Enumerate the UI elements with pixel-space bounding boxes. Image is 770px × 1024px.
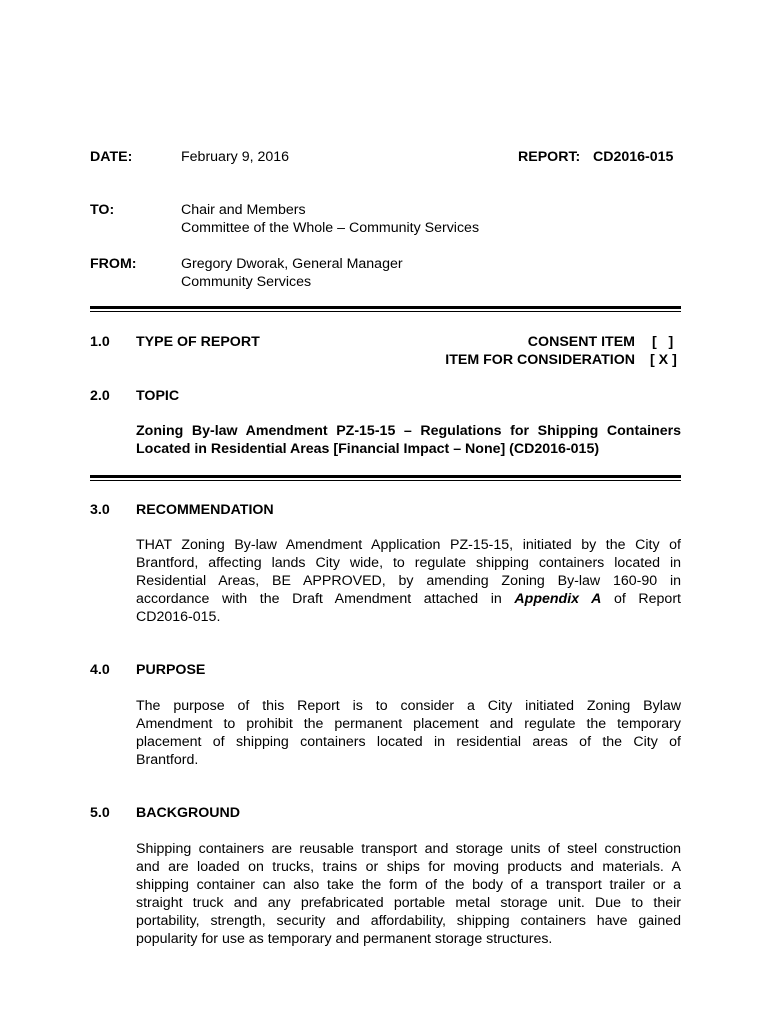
to-line-1: Chair and Members	[181, 202, 306, 218]
purpose-line-4: Brantford.	[136, 752, 199, 768]
purpose-text	[136, 697, 681, 769]
consent-item-label: CONSENT ITEM	[527, 334, 635, 350]
section-2-title: TOPIC	[136, 388, 180, 404]
background-line-4: straight truck and any prefabricated portable metal storage unit. Due to their	[136, 895, 681, 911]
recommendation-line-2: Brantford, affecting lands City wide, to regulate shipping containers located in	[136, 555, 681, 571]
consideration-item-checkbox: [ X ]	[650, 352, 677, 368]
purpose-line-2: Amendment to prohibit the permanent placement and regulate the temporary	[136, 716, 681, 732]
date-value: February 9, 2016	[181, 149, 290, 165]
date-label: DATE:	[90, 149, 133, 165]
double-rule-middle	[90, 475, 681, 481]
purpose-line-3: placement of shipping containers located in residential areas of the City of	[136, 734, 681, 750]
from-line-1: Gregory Dworak, General Manager	[181, 256, 403, 272]
purpose-line-1: The purpose of this Report is to consider a City initiated Zoning Bylaw	[136, 698, 681, 714]
from-label: FROM:	[90, 256, 137, 272]
section-5-number: 5.0	[90, 805, 110, 821]
double-rule-top	[90, 306, 681, 312]
recommendation-line-4	[136, 590, 681, 608]
background-line-5: portability, strength, security and affordability, shipping containers have gained	[136, 913, 681, 929]
background-line-6: popularity for use as temporary and permanent storage structures.	[136, 931, 553, 947]
from-line-2: Community Services	[181, 274, 312, 290]
background-line-1: Shipping containers are reusable transport and storage units of steel construction	[136, 841, 681, 857]
to-label: TO:	[90, 202, 115, 218]
consent-item-checkbox: [ ]	[652, 334, 674, 350]
topic-line-1: Zoning By-law Amendment PZ-15-15 – Regulations for Shipping Containers	[136, 423, 681, 439]
recommendation-line-3: Residential Areas, BE APPROVED, by amending Zoning By-law 160-90 in	[136, 573, 681, 589]
recommendation-text	[136, 536, 681, 626]
report-label: REPORT:	[518, 149, 581, 165]
topic-text	[136, 422, 681, 458]
background-line-2: and are loaded on trucks, trains or ships for moving products and materials. A	[136, 859, 681, 875]
section-4-number: 4.0	[90, 662, 110, 678]
section-1-title: TYPE OF REPORT	[136, 334, 260, 350]
recommendation-line-4-start: accordance with the Draft Amendment attached in	[136, 591, 515, 607]
section-3-number: 3.0	[90, 502, 110, 518]
section-4-title: PURPOSE	[136, 662, 206, 678]
appendix-a-reference: Appendix A	[514, 591, 602, 607]
report-number: CD2016-015	[593, 149, 674, 165]
section-1-number: 1.0	[90, 334, 110, 350]
recommendation-line-5: CD2016-015.	[136, 609, 221, 625]
section-2-number: 2.0	[90, 388, 110, 404]
background-text	[136, 840, 681, 948]
background-line-3: shipping container can also take the form of the body of a transport trailer or a	[136, 877, 681, 893]
section-3-title: RECOMMENDATION	[136, 502, 274, 518]
consideration-item-label: ITEM FOR CONSIDERATION	[445, 352, 635, 368]
to-line-2: Committee of the Whole – Community Services	[181, 220, 480, 236]
recommendation-line-4-end: of Report	[601, 591, 681, 607]
recommendation-line-1: THAT Zoning By-law Amendment Application PZ-15-15, initiated by the City of	[136, 537, 681, 553]
topic-line-2: Located in Residential Areas [Financial Impact – None] (CD2016-015)	[136, 441, 600, 457]
section-5-title: BACKGROUND	[136, 805, 241, 821]
